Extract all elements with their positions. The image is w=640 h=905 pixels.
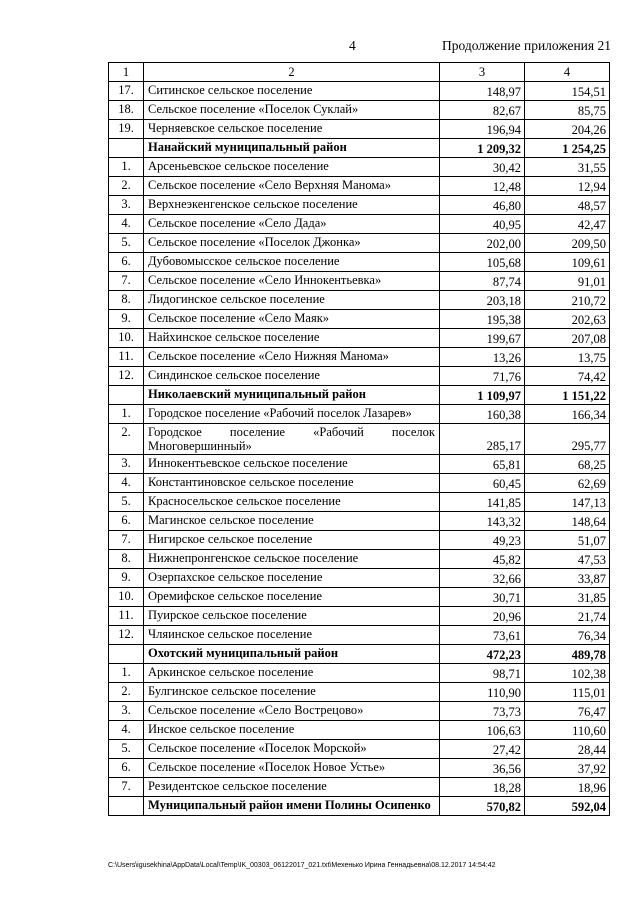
value-col4: 51,07	[525, 531, 610, 550]
table-body	[109, 82, 610, 816]
settlement-name: Сельское поселение «Село Маяк»	[144, 310, 440, 329]
row-number: 1.	[109, 664, 144, 683]
settlement-name: Верхнеэкенгенское сельское поселение	[144, 196, 440, 215]
district-name: Муниципальный район имени Полины Осипенко	[144, 797, 440, 816]
value-col4: 204,26	[525, 120, 610, 139]
value-col3: 196,94	[440, 120, 525, 139]
value-col4: 209,50	[525, 234, 610, 253]
value-col4: 42,47	[525, 215, 610, 234]
value-col4: 76,47	[525, 702, 610, 721]
row-number: 7.	[109, 272, 144, 291]
value-col4: 47,53	[525, 550, 610, 569]
value-col4: 33,87	[525, 569, 610, 588]
value-col3: 30,71	[440, 588, 525, 607]
table-row	[109, 424, 610, 455]
table-row	[109, 272, 610, 291]
table-row	[109, 474, 610, 493]
value-col4: 74,42	[525, 367, 610, 386]
page-number: 4	[349, 38, 356, 53]
value-col3: 30,42	[440, 158, 525, 177]
allocation-table	[108, 62, 610, 816]
value-col4: 28,44	[525, 740, 610, 759]
district-total-row	[109, 386, 610, 405]
value-col3: 27,42	[440, 740, 525, 759]
table-row	[109, 512, 610, 531]
row-number: 4.	[109, 721, 144, 740]
value-col4: 166,34	[525, 405, 610, 424]
value-col3: 45,82	[440, 550, 525, 569]
settlement-name: Дубовомысское сельское поселение	[144, 253, 440, 272]
district-name: Охотский муниципальный район	[144, 645, 440, 664]
settlement-name: Инское сельское поселение	[144, 721, 440, 740]
table-row	[109, 683, 610, 702]
row-number: 11.	[109, 348, 144, 367]
table-row	[109, 531, 610, 550]
row-number: 4.	[109, 215, 144, 234]
table-row	[109, 158, 610, 177]
value-col3: 18,28	[440, 778, 525, 797]
district-name: Николаевский муниципальный район	[144, 386, 440, 405]
row-number: 18.	[109, 101, 144, 120]
district-total-row	[109, 139, 610, 158]
row-number: 2.	[109, 177, 144, 196]
value-col3: 148,97	[440, 82, 525, 101]
settlement-name: Сельское поселение «Поселок Суклай»	[144, 101, 440, 120]
settlement-name: Оремифское сельское поселение	[144, 588, 440, 607]
table-row	[109, 607, 610, 626]
value-col3: 60,45	[440, 474, 525, 493]
row-number: 10.	[109, 329, 144, 348]
table-row	[109, 177, 610, 196]
table-row	[109, 405, 610, 424]
value-col4: 1 151,22	[525, 386, 610, 405]
row-number: 7.	[109, 531, 144, 550]
row-number: 6.	[109, 253, 144, 272]
value-col4: 210,72	[525, 291, 610, 310]
value-col3: 73,61	[440, 626, 525, 645]
settlement-name: Сельское поселение «Село Вострецово»	[144, 702, 440, 721]
table-row	[109, 664, 610, 683]
value-col4: 91,01	[525, 272, 610, 291]
row-number: 8.	[109, 550, 144, 569]
value-col3: 472,23	[440, 645, 525, 664]
value-col3: 98,71	[440, 664, 525, 683]
table-row	[109, 367, 610, 386]
settlement-name: Найхинское сельское поселение	[144, 329, 440, 348]
settlement-name: Сельское поселение «Село Дада»	[144, 215, 440, 234]
value-col4: 13,75	[525, 348, 610, 367]
value-col3: 13,26	[440, 348, 525, 367]
settlement-name: Синдинское сельское поселение	[144, 367, 440, 386]
value-col4: 154,51	[525, 82, 610, 101]
value-col3: 40,95	[440, 215, 525, 234]
settlement-name: Сельское поселение «Поселок Новое Устье»	[144, 759, 440, 778]
row-number: 3.	[109, 702, 144, 721]
value-col4: 37,92	[525, 759, 610, 778]
table-row	[109, 550, 610, 569]
table-row	[109, 120, 610, 139]
row-number: 5.	[109, 234, 144, 253]
value-col3: 110,90	[440, 683, 525, 702]
row-number: 6.	[109, 759, 144, 778]
value-col3: 82,67	[440, 101, 525, 120]
settlement-name: Нижнепронгенское сельское поселение	[144, 550, 440, 569]
value-col3: 12,48	[440, 177, 525, 196]
continuation-caption: Продолжение приложения 21	[441, 38, 611, 53]
row-number: 1.	[109, 158, 144, 177]
row-number	[109, 386, 144, 405]
table-row	[109, 101, 610, 120]
table-row	[109, 310, 610, 329]
row-number: 8.	[109, 291, 144, 310]
value-col4: 207,08	[525, 329, 610, 348]
value-col4: 85,75	[525, 101, 610, 120]
settlement-name: Ситинское сельское поселение	[144, 82, 440, 101]
value-col4: 1 254,25	[525, 139, 610, 158]
value-col3: 203,18	[440, 291, 525, 310]
settlement-name: Городское поселение «Рабочий поселок Многовершинный»	[144, 424, 440, 455]
value-col3: 143,32	[440, 512, 525, 531]
value-col3: 285,17	[440, 424, 525, 455]
column-header: 1	[109, 63, 144, 82]
column-header: 4	[525, 63, 610, 82]
district-name: Нанайский муниципальный район	[144, 139, 440, 158]
row-number: 10.	[109, 588, 144, 607]
value-col4: 31,85	[525, 588, 610, 607]
settlement-name: Булгинское сельское поселение	[144, 683, 440, 702]
value-col4: 18,96	[525, 778, 610, 797]
value-col4: 295,77	[525, 424, 610, 455]
table-row	[109, 626, 610, 645]
settlement-name: Пуирское сельское поселение	[144, 607, 440, 626]
settlement-name: Аркинское сельское поселение	[144, 664, 440, 683]
settlement-name: Нигирское сельское поселение	[144, 531, 440, 550]
settlement-name: Сельское поселение «Село Верхняя Манома»	[144, 177, 440, 196]
table-row	[109, 569, 610, 588]
value-col3: 73,73	[440, 702, 525, 721]
settlement-name: Сельское поселение «Поселок Морской»	[144, 740, 440, 759]
settlement-name: Арсеньевское сельское поселение	[144, 158, 440, 177]
settlement-name: Лидогинское сельское поселение	[144, 291, 440, 310]
row-number: 9.	[109, 310, 144, 329]
value-col3: 1 109,97	[440, 386, 525, 405]
value-col3: 65,81	[440, 455, 525, 474]
row-number: 6.	[109, 512, 144, 531]
value-col4: 592,04	[525, 797, 610, 816]
table-row	[109, 348, 610, 367]
value-col3: 141,85	[440, 493, 525, 512]
row-number: 5.	[109, 740, 144, 759]
settlement-name: Чляинское сельское поселение	[144, 626, 440, 645]
settlement-name: Красносельское сельское поселение	[144, 493, 440, 512]
row-number: 11.	[109, 607, 144, 626]
row-number: 12.	[109, 367, 144, 386]
value-col3: 46,80	[440, 196, 525, 215]
table-row	[109, 702, 610, 721]
table-row	[109, 588, 610, 607]
settlement-name: Сельское поселение «Село Иннокентьевка»	[144, 272, 440, 291]
value-col4: 148,64	[525, 512, 610, 531]
value-col3: 49,23	[440, 531, 525, 550]
settlement-name: Иннокентьевское сельское поселение	[144, 455, 440, 474]
value-col3: 1 209,32	[440, 139, 525, 158]
table-row	[109, 778, 610, 797]
settlement-name: Городское поселение «Рабочий поселок Лазарев»	[144, 405, 440, 424]
row-number: 5.	[109, 493, 144, 512]
settlement-name: Сельское поселение «Поселок Джонка»	[144, 234, 440, 253]
value-col4: 102,38	[525, 664, 610, 683]
settlement-name: Константиновское сельское поселение	[144, 474, 440, 493]
value-col3: 160,38	[440, 405, 525, 424]
value-col3: 195,38	[440, 310, 525, 329]
value-col3: 202,00	[440, 234, 525, 253]
value-col3: 199,67	[440, 329, 525, 348]
value-col3: 105,68	[440, 253, 525, 272]
table-row	[109, 234, 610, 253]
value-col3: 36,56	[440, 759, 525, 778]
value-col4: 202,63	[525, 310, 610, 329]
value-col4: 48,57	[525, 196, 610, 215]
table-row	[109, 82, 610, 101]
value-col4: 62,69	[525, 474, 610, 493]
value-col3: 106,63	[440, 721, 525, 740]
value-col4: 147,13	[525, 493, 610, 512]
settlement-name: Резидентское сельское поселение	[144, 778, 440, 797]
row-number	[109, 139, 144, 158]
row-number: 7.	[109, 778, 144, 797]
settlement-name: Черняевское сельское поселение	[144, 120, 440, 139]
value-col3: 32,66	[440, 569, 525, 588]
value-col3: 570,82	[440, 797, 525, 816]
value-col4: 76,34	[525, 626, 610, 645]
table-row	[109, 759, 610, 778]
value-col3: 71,76	[440, 367, 525, 386]
value-col4: 110,60	[525, 721, 610, 740]
row-number: 2.	[109, 683, 144, 702]
row-number: 19.	[109, 120, 144, 139]
value-col3: 87,74	[440, 272, 525, 291]
table-row	[109, 291, 610, 310]
row-number	[109, 645, 144, 664]
table-row	[109, 329, 610, 348]
row-number: 4.	[109, 474, 144, 493]
value-col4: 109,61	[525, 253, 610, 272]
row-number: 9.	[109, 569, 144, 588]
district-total-row	[109, 645, 610, 664]
settlement-name: Сельское поселение «Село Нижняя Манома»	[144, 348, 440, 367]
column-header: 3	[440, 63, 525, 82]
table-header-row	[109, 63, 610, 82]
table-row	[109, 196, 610, 215]
table-row	[109, 740, 610, 759]
table-row	[109, 721, 610, 740]
settlement-name: Магинское сельское поселение	[144, 512, 440, 531]
value-col4: 489,78	[525, 645, 610, 664]
value-col4: 21,74	[525, 607, 610, 626]
table-row	[109, 215, 610, 234]
column-header: 2	[144, 63, 440, 82]
row-number: 3.	[109, 196, 144, 215]
value-col4: 68,25	[525, 455, 610, 474]
settlement-name: Озерпахское сельское поселение	[144, 569, 440, 588]
row-number	[109, 797, 144, 816]
table-row	[109, 493, 610, 512]
district-total-row	[109, 797, 610, 816]
row-number: 1.	[109, 405, 144, 424]
value-col4: 12,94	[525, 177, 610, 196]
row-number: 2.	[109, 424, 144, 455]
value-col3: 20,96	[440, 607, 525, 626]
row-number: 3.	[109, 455, 144, 474]
table-row	[109, 455, 610, 474]
row-number: 17.	[109, 82, 144, 101]
value-col4: 31,55	[525, 158, 610, 177]
table-row	[109, 253, 610, 272]
file-path-footer: C:\Users\igusekhina\AppData\Local\Temp\IK_00303_06122017_021.txt\Мехенько Ирина Геннадьевна\08.12.2017 14:54:42	[108, 862, 496, 869]
row-number: 12.	[109, 626, 144, 645]
value-col4: 115,01	[525, 683, 610, 702]
